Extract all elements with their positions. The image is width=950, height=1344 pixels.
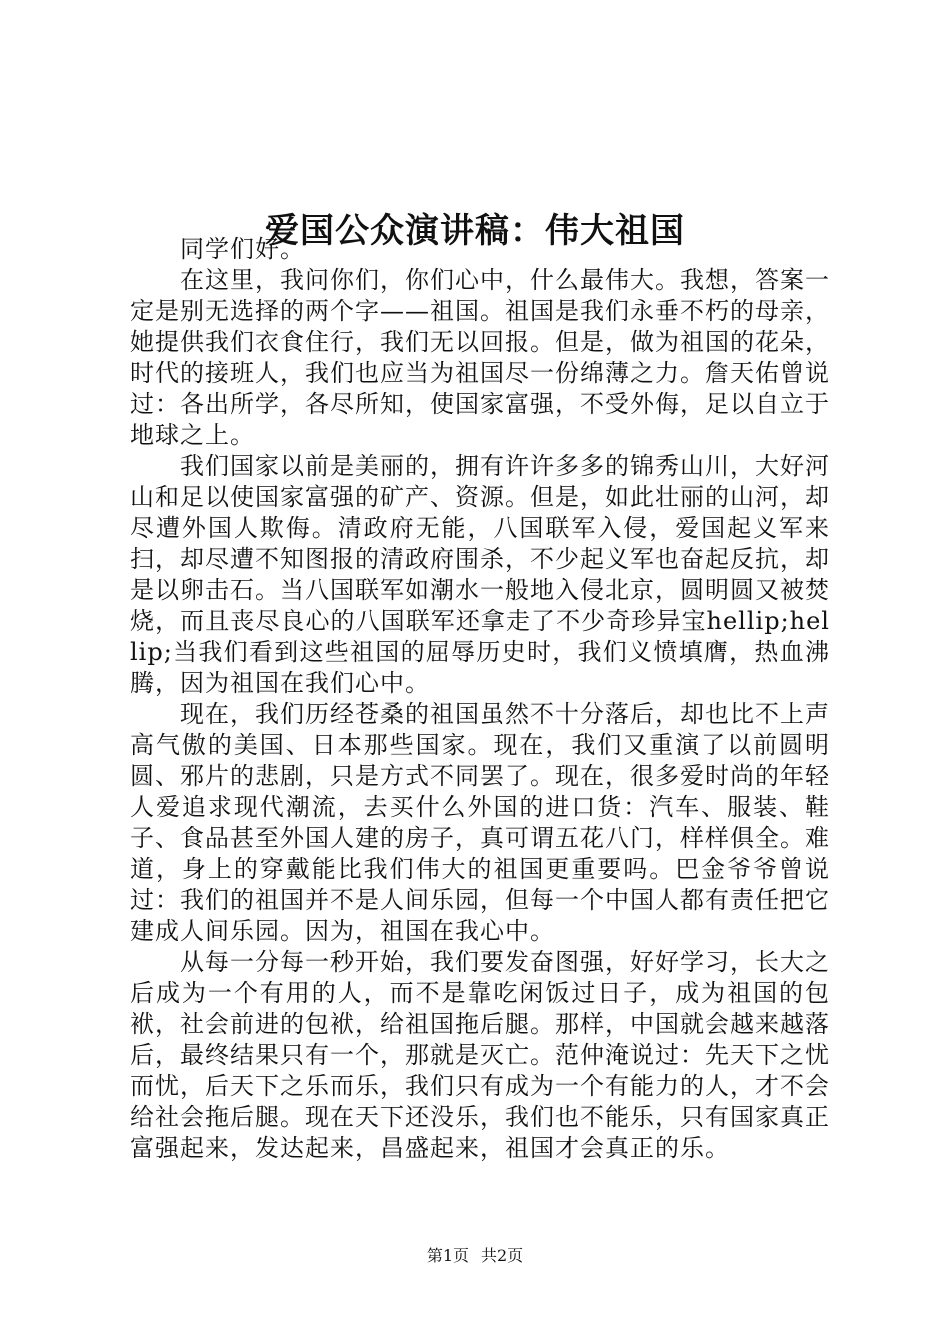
page-number: 第1页 xyxy=(426,1246,469,1265)
page-footer xyxy=(0,1245,950,1267)
speech-body xyxy=(130,234,830,1164)
page-title: 爱国公众演讲稿：伟大祖国 xyxy=(265,210,685,251)
paragraph-3: 现在，我们历经苍桑的祖国虽然不十分落后，却也比不上声高气傲的美国、日本那些国家。现在，我们又重演了以前圆明圆、邪片的悲剧，只是方式不同罢了。现在，很多爱时尚的年轻人爱追求现代潮流，去买什么外国的进口货：汽车、服装、鞋子、食品甚至外国人建的房子，真可谓五花八门，样样俱全。难道，身上的穿戴能比我们伟大的祖国更重要吗。巴金爷爷曾说过：我们的祖国并不是人间乐园，但每一个中国人都有责任把它建成人间乐园。因为，祖国在我心中。 xyxy=(130,700,830,945)
paragraph-greeting: 同学们好。 xyxy=(180,235,305,263)
paragraph-1: 在这里，我问你们，你们心中，什么最伟大。我想，答案一定是别无选择的两个字——祖国。祖国是我们永垂不朽的母亲，她提供我们衣食住行，我们无以回报。但是，做为祖国的花朵，时代的接班人，我们也应当为祖国尽一份绵薄之力。詹天佑曾说过：各出所学，各尽所知，使国家富强，不受外侮，足以自立于地球之上。 xyxy=(130,266,830,449)
paragraph-2: 我们国家以前是美丽的，拥有许许多多的锦秀山川，大好河山和足以使国家富强的矿产、资源。但是，如此壮丽的山河，却尽遭外国人欺侮。清政府无能，八国联军入侵，爱国起义军来扫，却尽遭不知图报的清政府围杀，不少起义军也奋起反抗，却是以卵击石。当八国联军如潮水一般地入侵北京，圆明圆又被焚烧，而且丧尽良心的八国联军还拿走了不少奇珍异宝hellip;hellip;当我们看到这些祖国的屈辱历史时，我们义愤填膺，热血沸腾，因为祖国在我们心中。 xyxy=(130,452,830,697)
page-total: 共2页 xyxy=(481,1246,524,1265)
paragraph-4: 从每一分每一秒开始，我们要发奋图强，好好学习，长大之后成为一个有用的人，而不是靠吃闲饭过日子，成为祖国的包袱，社会前进的包袱，给祖国拖后腿。那样，中国就会越来越落后，最终结果只有一个，那就是灭亡。范仲淹说过：先天下之忧而忧，后天下之乐而乐，我们只有成为一个有能力的人，才不会给社会拖后腿。现在天下还没乐，我们也不能乐，只有国家真正富强起来，发达起来，昌盛起来，祖国才会真正的乐。 xyxy=(130,948,830,1162)
